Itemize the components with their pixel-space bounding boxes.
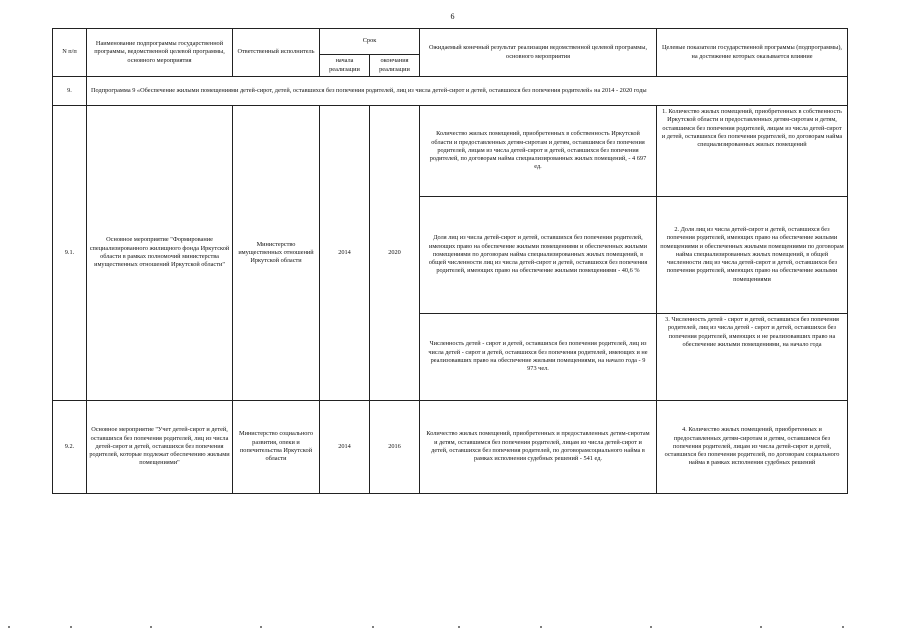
- header-period: Срок: [320, 29, 420, 55]
- header-start: начала реализации: [320, 55, 370, 77]
- row-start: 2014: [320, 106, 370, 401]
- subprogram-title: Подпрограмма 9 «Обеспечение жилыми помещениями детей-сирот, детей, оставшихся без попечения родителей, лиц из числа детей-сирот и детей, оставшихся без попечения родителей» на 2014 - 2020 годы: [87, 77, 848, 106]
- page-number: 6: [450, 12, 455, 21]
- scan-dot: [260, 626, 262, 628]
- header-targets: Целевые показатели государственной программы (подпрограммы), на достижение которых оказывается влияние: [657, 29, 848, 77]
- header-expected-result: Ожидаемый конечный результат реализации ведомственной целевой программы, основного мероприятия: [420, 29, 657, 77]
- scan-dot: [458, 626, 460, 628]
- row-result: Численность детей - сирот и детей, оставшихся без попечения родителей, лиц из числа детей - сирот и детей, оставшихся без попечения родителей, имеющих и не реализовавших право на обеспечение жилыми помещениями, на начало года - 9 973 чел.: [420, 314, 657, 401]
- scan-dot: [70, 626, 72, 628]
- scan-dot: [372, 626, 374, 628]
- header-num: N п/п: [53, 29, 87, 77]
- header-end: окончания реализации: [370, 55, 420, 77]
- row-num: 9.2.: [53, 401, 87, 494]
- scan-dot: [650, 626, 652, 628]
- row-end: 2020: [370, 106, 420, 401]
- header-name: Наименование подпрограммы государственной программы, ведомственной целевой программы, основного мероприятия: [87, 29, 233, 77]
- header-row: [53, 29, 848, 55]
- row-name: Основное мероприятие "Формирование специализированного жилищного фонда Иркутской области в рамках полномочий министерства имущественных отношений Иркутской области": [87, 106, 233, 401]
- scan-dot: [8, 626, 10, 628]
- row-result: Количество жилых помещений, приобретенных и предоставленных детям-сиротам и детям, оставшимся без попечения родителей, лицам из числа детей-сирот и детей, оставшихся без попечения родителей, по договорамсоциального найма в рамках исполнения судебных решений - 541 ед.: [420, 401, 657, 494]
- table-row: [53, 401, 848, 494]
- subprogram-num: 9.: [53, 77, 87, 106]
- row-target: 4. Количество жилых помещений, приобретенных и предоставленных детям-сиротам и детям, оставшимся без попечения родителей, лицам из числа детей-сирот и детей, оставшихся без попечения родителей, по договорам социального найма в рамках исполнения судебных решений: [657, 401, 848, 494]
- program-table: [52, 28, 848, 494]
- row-start: 2014: [320, 401, 370, 494]
- scan-dot: [842, 626, 844, 628]
- row-responsible: Министерство социального развития, опеки и попечительства Иркутской области: [233, 401, 320, 494]
- row-result: Доля лиц из числа детей-сирот и детей, оставшихся без попечения родителей, имеющих право на обеспечение жилыми помещениями и обеспеченных жилыми помещениями по договорам найма специализированных жилых помещений, в общей численности лиц из числа детей-сирот и детей, оставшихся без попечения родителей, имеющих право на обеспечение жилыми помещениями - 40,6 %: [420, 197, 657, 314]
- row-responsible: Министерство имущественных отношений Иркутской области: [233, 106, 320, 401]
- row-target: 1. Количество жилых помещений, приобретенных в собственность Иркутской области и предоставленных детям-сиротам и детям, оставшимся без попечения родителей, лицам из числа детей-сирот и детей, оставшихся без попечения родителей, по договорам найма специализированных жилых помещений: [657, 106, 848, 197]
- row-name: Основное мероприятие "Учет детей-сирот и детей, оставшихся без попечения родителей, лиц из числа детей-сирот и детей, оставшихся без попечения родителей, которые подлежат обеспечению жилыми помещениями": [87, 401, 233, 494]
- row-end: 2016: [370, 401, 420, 494]
- scan-artifacts: [0, 626, 905, 632]
- row-result: Количество жилых помещений, приобретенных в собственность Иркутской области и предоставленных детям-сиротам и детям, оставшимся без попечения родителей, лицам из числа детей-сирот и детей, оставшихся без попечения родителей, по договорам найма специализированных жилых помещений, - 4 697 ед.: [420, 106, 657, 197]
- row-target: 3. Численность детей - сирот и детей, оставшихся без попечения родителей, лиц из числа детей - сирот и детей, оставшихся без попечения родителей, имеющих и не реализовавших право на обеспечение жилыми помещениями, на начало года: [657, 314, 848, 401]
- subprogram-row: [53, 77, 848, 106]
- table-row: [53, 106, 848, 197]
- scan-dot: [540, 626, 542, 628]
- row-num: 9.1.: [53, 106, 87, 401]
- row-target: 2. Доля лиц из числа детей-сирот и детей, оставшихся без попечения родителей, имеющих право на обеспечение жилыми помещениями и обеспеченных жилыми помещениями по договорам найма специализированных жилых помещений, в общей численности лиц из числа детей-сирот и детей, оставшихся без попечения родителей, имеющих право на обеспечение жилыми помещениями: [657, 197, 848, 314]
- scan-dot: [150, 626, 152, 628]
- header-responsible: Ответственный исполнитель: [233, 29, 320, 77]
- scan-dot: [760, 626, 762, 628]
